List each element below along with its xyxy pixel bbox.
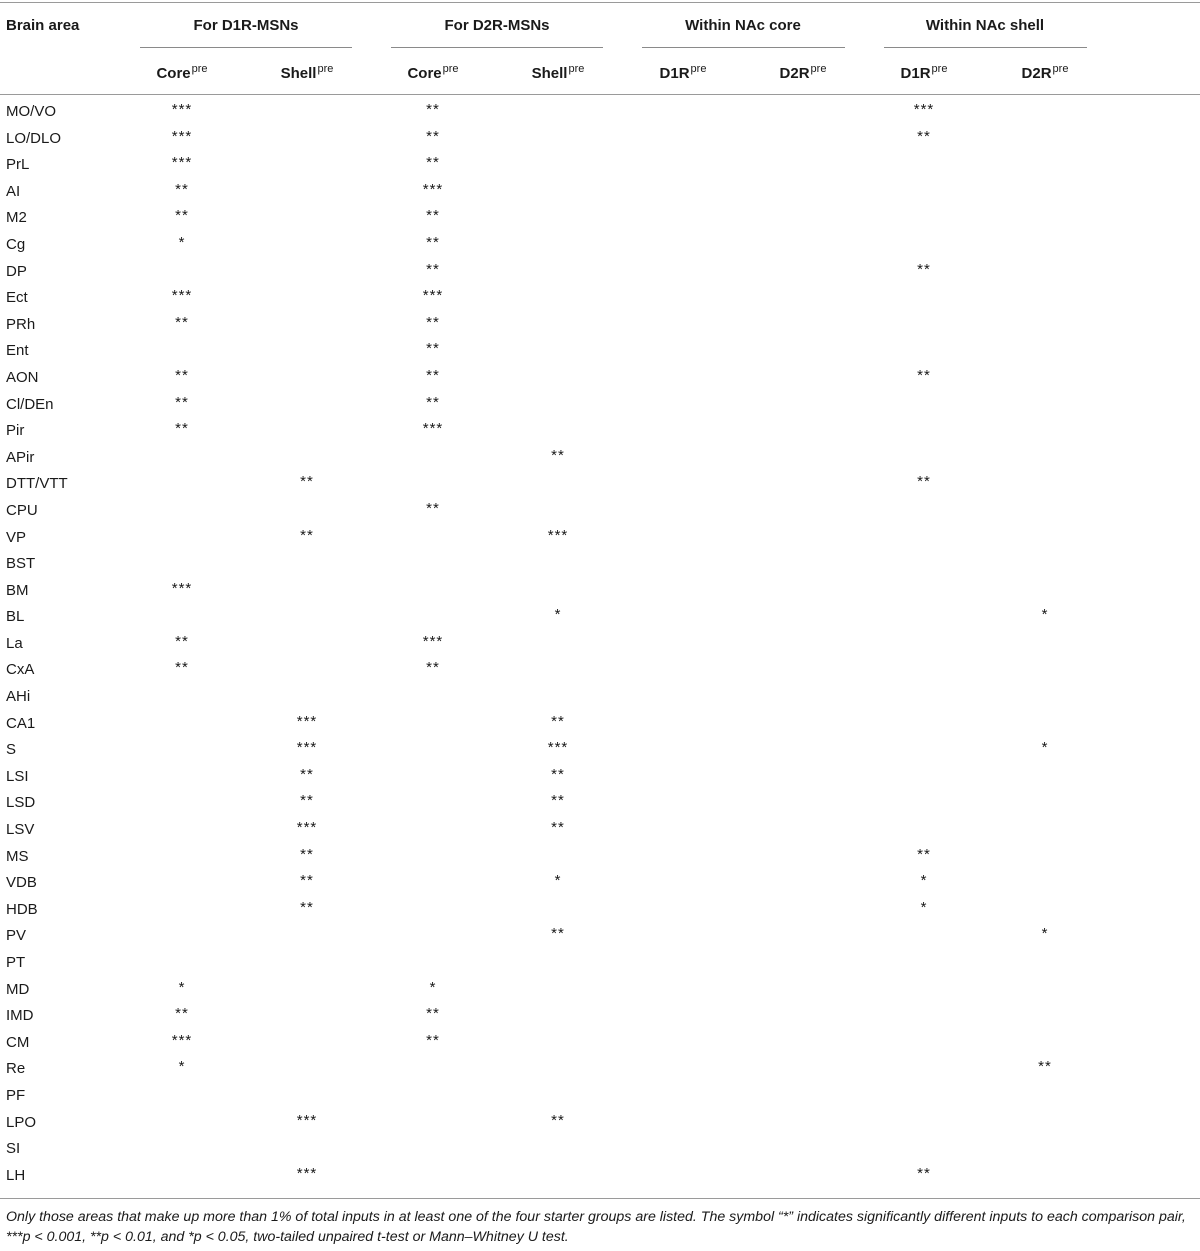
subheader-shell-d2r: $D2R^{pre}$: [1021, 63, 1069, 82]
table-row: [0, 1081, 1200, 1108]
table-row: [0, 948, 1200, 975]
significance-cell: ***: [547, 526, 569, 544]
brain-area-label: BM: [6, 581, 29, 599]
significance-cell: **: [551, 765, 565, 783]
significance-cell: ***: [171, 154, 193, 172]
table-row: [0, 576, 1200, 603]
table-row: [0, 921, 1200, 948]
table-row: [0, 815, 1200, 842]
significance-cell: ***: [296, 1164, 318, 1182]
brain-area-label: M2: [6, 209, 27, 227]
group-rule-nac-core: [642, 47, 845, 48]
significance-cell: **: [175, 180, 189, 198]
table-row: [0, 602, 1200, 629]
significance-cell: **: [300, 792, 314, 810]
brain-area-label: LSI: [6, 767, 29, 785]
table-row: [0, 523, 1200, 550]
table-row: [0, 203, 1200, 230]
brain-area-label: HDB: [6, 900, 38, 918]
brain-area-label: CM: [6, 1033, 30, 1051]
subheader-core-d1r: $D1R^{pre}$: [659, 63, 707, 82]
table-row: [0, 310, 1200, 337]
significance-cell: **: [426, 1005, 440, 1023]
brain-area-label: LSD: [6, 794, 36, 812]
table-row: [0, 257, 1200, 284]
brain-area-label: Ect: [6, 289, 28, 307]
subheader-d1r-core: Core$^{pre}$: [156, 63, 208, 82]
significance-cell: **: [426, 393, 440, 411]
header-group-d1r-msns: For D1R-MSNs: [193, 17, 299, 34]
brain-area-label: PT: [6, 954, 26, 971]
significance-cell: **: [300, 473, 314, 491]
table-row: [0, 443, 1200, 470]
table-row: [0, 1108, 1200, 1135]
brain-area-label: VP: [6, 528, 27, 546]
brain-area-label: VDB: [6, 874, 37, 892]
brain-area-label: MO/VO: [6, 103, 57, 120]
table-row: [0, 416, 1200, 443]
brain-area-label: La: [6, 634, 23, 652]
brain-area-label: Pir: [6, 422, 25, 440]
table-row: [0, 655, 1200, 682]
group-rule-d2r-msns: [391, 47, 603, 48]
significance-cell: **: [426, 366, 440, 384]
brain-area-label: DTT/VTT: [6, 475, 68, 493]
significance-cell: ***: [171, 1031, 193, 1049]
significance-cell: **: [426, 233, 440, 251]
header-group-nac-core: Within NAc core: [685, 17, 801, 34]
brain-area-label: PrL: [6, 156, 30, 174]
significance-cell: ***: [422, 632, 444, 650]
significance-cell: **: [551, 925, 565, 943]
brain-area-label: LPO: [6, 1113, 37, 1131]
brain-area-label: PF: [6, 1086, 26, 1104]
subheader-d2r-shell: Shell$^{pre}$: [531, 63, 585, 82]
table-row: [0, 97, 1200, 124]
significance-cell: **: [917, 366, 931, 384]
table-row: [0, 177, 1200, 204]
table-row: [0, 1028, 1200, 1055]
table-row: [0, 336, 1200, 363]
significance-cell: **: [917, 127, 931, 145]
significance-cell: **: [175, 207, 189, 225]
significance-cell: **: [300, 872, 314, 890]
table-footnote: Only those areas that make up more than 1% of total inputs in at least one of the four starter groups are listed. The symbol “*” indicates significantly different inputs to each comparison pair, ***p < 0.001, **p < 0.01, and *p < 0.05, two-tailed unpaired t-test or Mann–Whitney U test.: [6, 1209, 1186, 1245]
significance-cell: **: [917, 473, 931, 491]
table-row: [0, 549, 1200, 576]
table-row: [0, 1001, 1200, 1028]
significance-cell: **: [175, 659, 189, 677]
significance-cell: **: [426, 260, 440, 278]
header-bottom-rule: [0, 94, 1200, 95]
table-top-rule: [0, 2, 1200, 3]
significance-cell: **: [1038, 1058, 1052, 1076]
table-row: [0, 842, 1200, 869]
significance-cell: **: [917, 845, 931, 863]
significance-cell: **: [175, 366, 189, 384]
significance-cell: ***: [296, 739, 318, 757]
significance-cell: **: [426, 154, 440, 172]
brain-area-label: AI: [6, 182, 21, 200]
table-row: [0, 124, 1200, 151]
brain-area-label: IMD: [6, 1007, 34, 1025]
significance-cell: **: [175, 632, 189, 650]
significance-cell: **: [426, 313, 440, 331]
brain-area-label: PV: [6, 927, 27, 945]
significance-cell: ***: [171, 101, 193, 118]
header-group-nac-shell: Within NAc shell: [925, 17, 1045, 34]
significance-cell: **: [426, 127, 440, 145]
subheader-core-d2r: $D2R^{pre}$: [779, 63, 827, 82]
significance-cell: **: [175, 420, 189, 438]
significance-cell: **: [175, 1005, 189, 1023]
significance-cell: *: [554, 872, 562, 890]
table-row: [0, 629, 1200, 656]
brain-area-label: DP: [6, 262, 27, 280]
significance-cell: **: [551, 446, 565, 464]
significance-cell: **: [551, 792, 565, 810]
brain-area-label: LO/DLO: [6, 129, 62, 147]
brain-area-label: MD: [6, 980, 30, 998]
significance-cell: *: [1041, 739, 1049, 757]
table-row: [0, 895, 1200, 922]
significance-cell: **: [551, 712, 565, 730]
brain-area-label: MS: [6, 847, 29, 865]
significance-cell: ***: [171, 579, 193, 597]
significance-cell: ***: [913, 101, 935, 118]
table-row: [0, 709, 1200, 736]
significance-cell: ***: [296, 819, 318, 837]
significance-cell: ***: [547, 739, 569, 757]
table-row: [0, 975, 1200, 1002]
significance-cell: *: [178, 233, 186, 251]
table-row: [0, 496, 1200, 523]
significance-cell: *: [1041, 606, 1049, 624]
subheader-shell-d1r: $D1R^{pre}$: [900, 63, 948, 82]
table-bottom-rule: [0, 1198, 1200, 1199]
header-brain-area: Brain area: [6, 17, 80, 34]
significance-cell: *: [554, 606, 562, 624]
brain-area-label: Re: [6, 1060, 26, 1078]
brain-area-label: BST: [6, 555, 36, 573]
table-row: [0, 230, 1200, 257]
table-row: [0, 868, 1200, 895]
significance-cell: **: [426, 659, 440, 677]
significance-cell: **: [917, 1164, 931, 1182]
group-rule-d1r-msns: [140, 47, 352, 48]
significance-cell: **: [426, 499, 440, 517]
brain-area-label: CPU: [6, 501, 38, 519]
significance-cell: **: [175, 313, 189, 331]
brain-area-label: S: [6, 741, 17, 759]
brain-area-label: Ent: [6, 342, 29, 360]
brain-area-label: AHi: [6, 688, 31, 706]
subheader-d1r-shell: Shell$^{pre}$: [280, 63, 334, 82]
table-row: [0, 1054, 1200, 1081]
significance-cell: **: [551, 1111, 565, 1129]
table-row: [0, 682, 1200, 709]
significance-cell: **: [175, 393, 189, 411]
significance-cell: **: [300, 765, 314, 783]
significance-cell: ***: [296, 712, 318, 730]
table-row: [0, 283, 1200, 310]
significance-cell: ***: [422, 420, 444, 438]
brain-area-label: LSV: [6, 821, 35, 839]
table-body: [0, 97, 1200, 1187]
significance-cell: *: [920, 872, 928, 890]
table-row: [0, 390, 1200, 417]
table-row: [0, 150, 1200, 177]
significance-cell: ***: [171, 287, 193, 305]
table-row: [0, 762, 1200, 789]
significance-cell: *: [920, 898, 928, 916]
brain-area-label: APir: [6, 448, 35, 466]
significance-cell: ***: [296, 1111, 318, 1129]
brain-area-label: Cg: [6, 235, 26, 253]
brain-area-label: CA1: [6, 714, 36, 732]
significance-cell: **: [917, 260, 931, 278]
table-row: [0, 363, 1200, 390]
header-group-d2r-msns: For D2R-MSNs: [444, 17, 550, 34]
brain-area-label: BL: [6, 608, 25, 626]
significance-cell: *: [1041, 925, 1049, 943]
table-row: [0, 469, 1200, 496]
significance-cell: **: [300, 526, 314, 544]
significance-cell: **: [426, 1031, 440, 1049]
significance-cell: *: [178, 1058, 186, 1076]
significance-cell: **: [426, 340, 440, 358]
significance-cell: *: [178, 978, 186, 996]
significance-cell: **: [426, 207, 440, 225]
brain-area-label: CxA: [6, 661, 35, 679]
significance-cell: **: [300, 845, 314, 863]
table-row: [0, 735, 1200, 762]
table-row: [0, 1134, 1200, 1161]
table-row: [0, 788, 1200, 815]
brain-area-label: AON: [6, 368, 39, 386]
significance-cell: ***: [171, 127, 193, 145]
significance-cell: **: [300, 898, 314, 916]
significance-cell: ***: [422, 287, 444, 305]
brain-area-label: PRh: [6, 315, 36, 333]
brain-area-label: Cl/DEn: [6, 395, 54, 413]
brain-area-label: SI: [6, 1140, 21, 1158]
group-rule-nac-shell: [884, 47, 1087, 48]
significance-cell: **: [551, 819, 565, 837]
significance-cell: ***: [422, 180, 444, 198]
subheader-d2r-core: Core$^{pre}$: [407, 63, 459, 82]
brain-area-label: LH: [6, 1166, 26, 1184]
significance-cell: **: [426, 101, 440, 118]
significance-cell: *: [429, 978, 437, 996]
table-row: [0, 1161, 1200, 1188]
